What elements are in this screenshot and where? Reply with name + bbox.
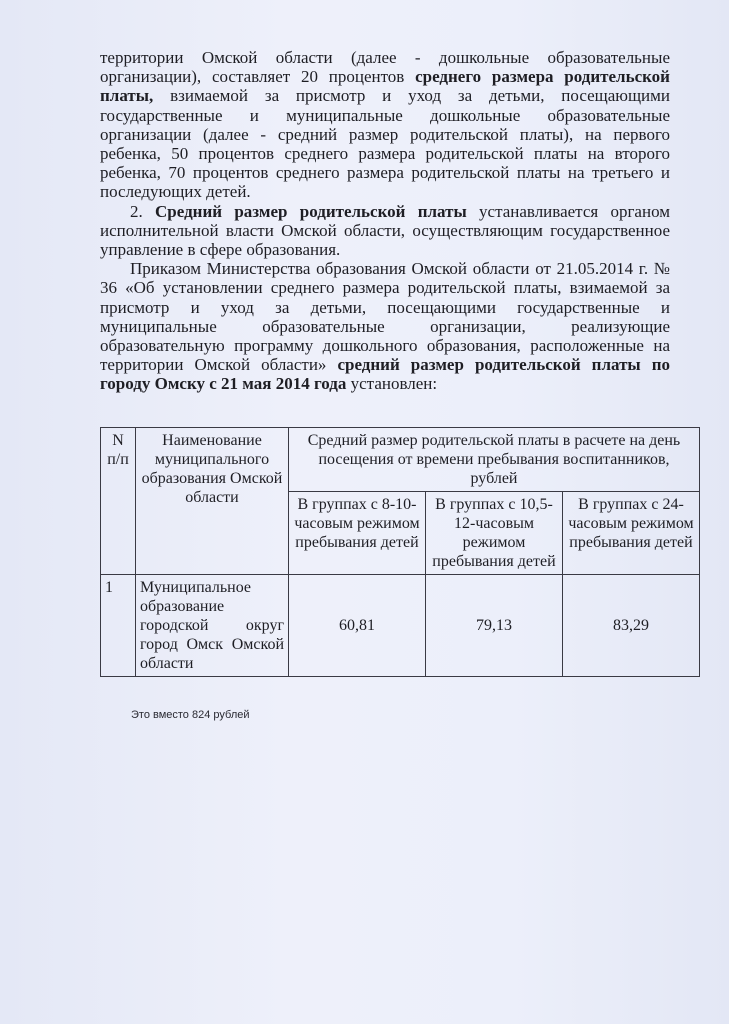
handwritten-note: Это вместо 824 рублей [131, 709, 250, 721]
header-name: Наименование муниципального образования Омской области [136, 428, 289, 575]
paragraph-2 [100, 202, 670, 260]
paragraph-1 [100, 48, 670, 202]
row-value-10-12: 79,13 [426, 575, 563, 677]
table-header-row [101, 428, 700, 492]
row-name: Муниципальное образование городской округ город Омск Омской области [136, 575, 289, 677]
subheader-10-12: В группах с 10,5-12-часовым режимом пребывания детей [426, 492, 563, 575]
text-run: территории Омской области (далее - дошкольные образовательные организации), составляет 20 процентов [100, 48, 670, 87]
table-row [101, 575, 700, 677]
text-run: взимаемой за присмотр и уход за детьми, посещающими государственные и муниципальные дошкольные образовательные организации (далее - средний размер родительской платы), на первого ребенка, 50 процентов среднего размера родительской платы на второго ребенка, 70 процентов среднего размера родительской платы на третьего и последующих детей. [100, 86, 670, 202]
row-num: 1 [101, 575, 136, 677]
fee-table [100, 427, 700, 677]
header-num: N п/п [101, 428, 136, 575]
document-body [100, 48, 670, 394]
header-group: Средний размер родительской платы в расчете на день посещения от времени пребывания воспитанников, рублей [289, 428, 700, 492]
text-run: 2. [130, 201, 156, 221]
bold-run: средний размер родительской платы по городу Омску с 21 мая 2014 года [100, 355, 671, 394]
row-value-8-10: 60,81 [289, 575, 426, 677]
text-run: устанавливается органом исполнительной власти Омской области, осуществляющим государственное управление в сфере образования. [100, 201, 671, 260]
subheader-24: В группах с 24-часовым режимом пребывания детей [563, 492, 700, 575]
row-value-24: 83,29 [563, 575, 700, 677]
bold-run: среднего размера родительской платы, [100, 67, 670, 106]
bold-run: Средний размер родительской платы [155, 201, 467, 221]
text-run: установлен: [346, 374, 438, 394]
text-run: Приказом Министерства образования Омской области от 21.05.2014 г. № 36 «Об установлении среднего размера родительской платы, взимаемой за присмотр и уход за детьми, посещающими государственные и муниципальные образовательные организации, реализующие образовательную программу дошкольного образования, расположенные на территории Омской области» [100, 259, 670, 375]
subheader-8-10: В группах с 8-10-часовым режимом пребывания детей [289, 492, 426, 575]
paragraph-3 [100, 259, 670, 393]
